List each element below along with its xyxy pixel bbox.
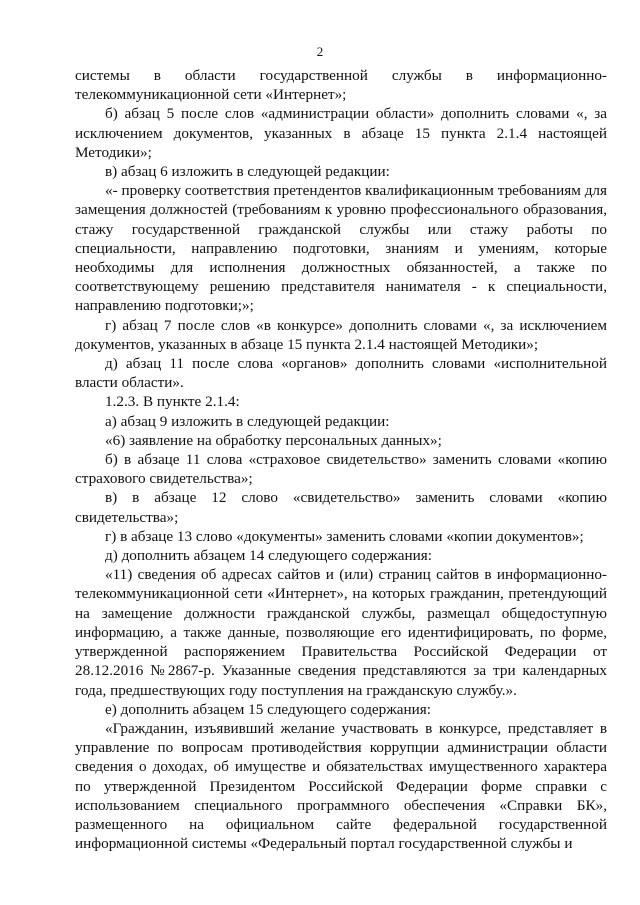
paragraph: д) дополнить абзацем 14 следующего содержания: (105, 547, 432, 565)
paragraph: г) абзац 7 после слов «в конкурсе» дополнить словами «, за исключением документов, указанных в абзаце 15 пункта 2.1.4 настоящей Методики»; (75, 316, 607, 353)
paragraph: б) в абзаце 11 слова «страховое свидетельство» заменить словами «копию страхового свидетельства»; (75, 451, 607, 488)
paragraph: в) в абзаце 12 слово «свидетельство» заменить словами «копию свидетельства»; (75, 489, 607, 526)
page-number: 2 (316, 44, 324, 59)
paragraph: а) абзац 9 изложить в следующей редакции: (105, 412, 390, 430)
paragraph: 1.2.3. В пункте 2.1.4: (105, 393, 240, 411)
paragraph: системы в области государственной службы в информационно-телекоммуникационной сети «Интернет»; (75, 67, 607, 104)
paragraph: г) в абзаце 13 слово «документы» заменить словами «копии документов»; (105, 527, 584, 545)
paragraph: д) абзац 11 после слова «органов» дополнить словами «исполнительной власти области». (75, 355, 607, 392)
paragraph: «6) заявление на обработку персональных данных»; (105, 431, 442, 449)
paragraph: е) дополнить абзацем 15 следующего содержания: (105, 700, 431, 718)
paragraph: «Гражданин, изъявивший желание участвовать в конкурсе, представляет в управление по вопросам противодействия коррупции администрации области сведения о доходах, об имуществе и обязательствах имущественного характера по утвержденной Президентом Российской Федерации форме справки с использованием специального программного обеспечения «Справки БК», размещенного на официальном сайте федеральной государственной информационной системы «Федеральный портал государственной службы и (75, 719, 607, 853)
paragraph: «- проверку соответствия претендентов квалификационным требованиям для замещения должностей (требованиям к уровню профессионального образования, стажу государственной гражданской службы или стажу работы по специальности, направлению подготовки, знаниям и умениям, которые необходимы для исполнения должностных обязанностей, а также по соответствующему решению представителя нанимателя - к специальности, направлению подготовки;»; (75, 182, 607, 315)
paragraph: в) абзац 6 изложить в следующей редакции: (105, 163, 390, 181)
paragraph: б) абзац 5 после слов «администрации области» дополнить словами «, за исключением документов, указанных в абзаце 15 пункта 2.1.4 настоящей Методики»; (75, 105, 607, 161)
document-body (75, 66, 607, 853)
paragraph: «11) сведения об адресах сайтов и (или) страниц сайтов в информационно-телекоммуникационной сети «Интернет», на которых гражданин, претендующий на замещение должности гражданской службы, размещал общедоступную информацию, а также данные, позволяющие его идентифицировать, по форме, утвержденной распоряжением Правительства Российской Федерации от 28.12.2016 №2867-р. Указанные сведения представляются за три календарных года, предшествующих году поступления на гражданскую службу.». (75, 566, 607, 699)
